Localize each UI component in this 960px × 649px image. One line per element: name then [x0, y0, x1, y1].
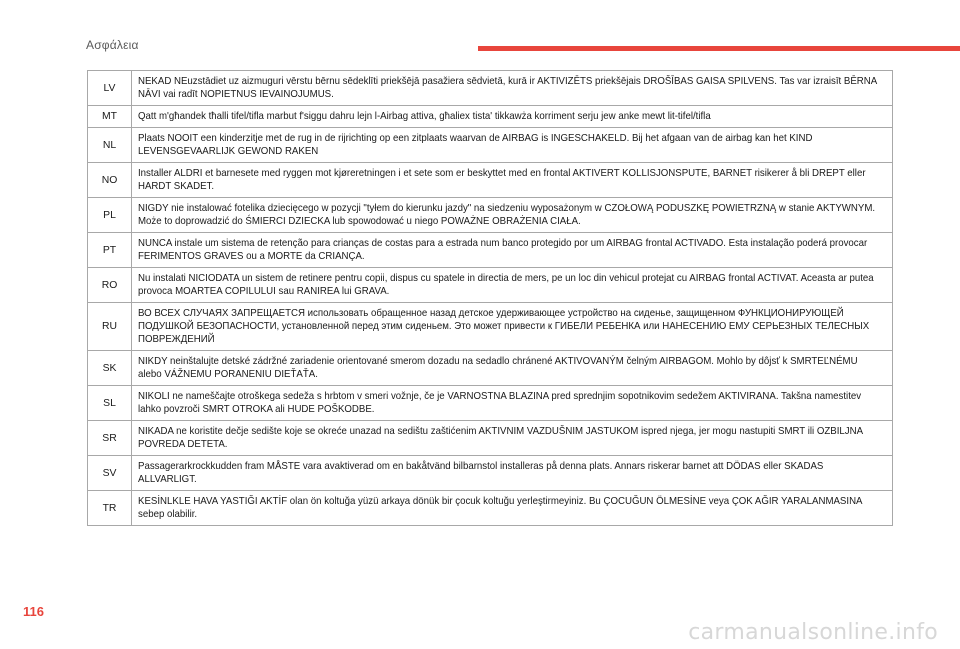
warning-text-cell	[132, 233, 893, 268]
table-row	[88, 386, 893, 421]
table-row	[88, 351, 893, 386]
table-row	[88, 106, 893, 128]
warning-text: NUNCA instale um sistema de retenção para crianças de costas para a estrada num banco protegido por um AIRBAG frontal ACTIVADO. Esta instalação poderá provocar FERIMENTOS GRAVES ou a MORTE da CRIANÇA.	[138, 238, 868, 262]
language-code: PT	[88, 233, 132, 268]
warning-text: KESİNLKLE HAVA YASTIĞI AKTİF olan ön koltuğa yüzü arkaya dönük bir çocuk koltuğu yerleştirmeyiniz. Bu ÇOCUĞUN ÖLMESİNE veya ÇOK AĞIR YARALANMASINA sebep olabilir.	[138, 496, 862, 520]
warning-text: NIKOLI ne nameščajte otroškega sedeža s hrbtom v smeri vožnje, če je VARNOSTNA BLAZINA pred sprednjim sopotnikovim sedežem AKTIVIRANA. Takšna namestitev lahko povzroči SMRT OTROKA ali HUDE POŠKODBE.	[138, 391, 862, 415]
table-row	[88, 421, 893, 456]
warning-text-cell	[132, 198, 893, 233]
table-row	[88, 268, 893, 303]
language-code: SK	[88, 351, 132, 386]
warning-text: Plaats NOOIT een kinderzitje met de rug in de rijrichting op een zitplaats waarvan de AIRBAG is INGESCHAKELD. Bij het afgaan van de airbag kan het KIND LEVENSGEVAARLIJK GEWOND RAKEN	[138, 133, 813, 157]
table-row	[88, 303, 893, 351]
warning-text-cell	[132, 268, 893, 303]
warning-text: NIKDY neinštalujte detské zádržné zariadenie orientované smerom dozadu na sedadlo chránené AKTIVOVANÝM čelným AIRBAGOM. Mohlo by dôjsť k SMRTEĽNÉMU alebo VÁŽNEMU PORANENIU DIEŤAŤA.	[138, 356, 858, 380]
warning-text-cell	[132, 71, 893, 106]
language-code: SR	[88, 421, 132, 456]
language-code: RU	[88, 303, 132, 351]
warning-text-cell	[132, 351, 893, 386]
section-title: Ασφάλεια	[86, 38, 139, 52]
warning-text-cell	[132, 386, 893, 421]
warning-text-cell	[132, 303, 893, 351]
table-row	[88, 233, 893, 268]
table-row	[88, 198, 893, 233]
language-code: SL	[88, 386, 132, 421]
language-code: RO	[88, 268, 132, 303]
table-row	[88, 456, 893, 491]
warning-text-cell	[132, 421, 893, 456]
warning-text-cell	[132, 128, 893, 163]
watermark: carmanualsonline.info	[688, 620, 938, 645]
language-code: TR	[88, 491, 132, 526]
warning-text: NIGDY nie instalować fotelika dziecięcego w pozycji "tyłem do kierunku jazdy" na siedzeniu wyposażonym w CZOŁOWĄ PODUSZKĘ POWIETRZNĄ w stanie AKTYWNYM. Może to doprowadzić do ŚMIERCI DZIECKA lub spowodować u niego POWAŻNE OBRAŻENIA CIAŁA.	[138, 203, 876, 227]
warning-text-cell	[132, 163, 893, 198]
page-number: 116	[23, 604, 44, 619]
warning-text: Nu instalati NICIODATA un sistem de retinere pentru copii, dispus cu spatele in directia de mers, pe un loc din vehicul protejat cu AIRBAG frontal ACTIVAT. Aceasta ar putea provoca MOARTEA COPILULUI sau RANIREA lui GRAVA.	[138, 273, 874, 297]
language-code: LV	[88, 71, 132, 106]
language-code: MT	[88, 106, 132, 128]
warning-text-cell	[132, 456, 893, 491]
warning-text: Installer ALDRI et barnesete med ryggen mot kjøreretningen i et sete som er beskyttet med en frontal AKTIVERT KOLLISJONSPUTE, BARNET risikerer å bli DREPT eller HARDT SKADET.	[138, 168, 866, 192]
warning-text: Passagerarkrockkudden fram MÅSTE vara avaktiverad om en bakåtvänd bilbarnstol installeras på denna plats. Annars riskerar barnet att DÖDAS eller SKADAS ALLVARLIGT.	[138, 461, 824, 485]
airbag-warning-table-container	[87, 70, 893, 526]
warning-text-cell	[132, 491, 893, 526]
language-code: NL	[88, 128, 132, 163]
warning-text: NIKADA ne koristite dečje sedište koje se okreće unazad na sedištu zaštićenim AKTIVNIM VAZDUŠNIM JASTUKOM ispred njega, jer mogu nastupiti SMRT ili OZBILJNA POVREDA DETETA.	[138, 426, 863, 450]
warning-text-cell	[132, 106, 893, 128]
airbag-warning-table	[87, 70, 893, 526]
table-row	[88, 71, 893, 106]
table-row	[88, 491, 893, 526]
warning-text: NEKAD NEuzstādiet uz aizmuguri vērstu bērnu sēdeklīti priekšējā pasažiera sēdvietā, kurā ir AKTIVIZĒTS priekšējais DROŠĪBAS GAISA SPILVENS. Tas var izraisīt BĒRNA NĀVI vai radīt NOPIETNUS IEVAINOJUMUS.	[138, 76, 877, 100]
warning-text: ВО ВСЕХ СЛУЧАЯХ ЗАПРЕЩАЕТСЯ использовать обращенное назад детское удерживающее устройство на сиденье, защищенном ФУНКЦИОНИРУЮЩЕЙ ПОДУШКОЙ БЕЗОПАСНОСТИ, установленной перед этим сиденьем. Это может привести к ГИБЕЛИ РЕБЕНКА или НАНЕСЕНИЮ ЕМУ СЕРЬЕЗНЫХ ТЕЛЕСНЫХ ПОВРЕЖДЕНИЙ	[138, 308, 870, 345]
warning-text: Qatt m'għandek tħalli tifel/tifla marbut f'siggu dahru lejn l-Airbag attiva, għaliex tista' tikkawża korriment serju jew anke mewt lit-tifel/tifla	[138, 111, 711, 122]
table-row	[88, 163, 893, 198]
table-row	[88, 128, 893, 163]
language-code: NO	[88, 163, 132, 198]
language-code: SV	[88, 456, 132, 491]
header-accent-bar	[478, 46, 960, 51]
language-code: PL	[88, 198, 132, 233]
